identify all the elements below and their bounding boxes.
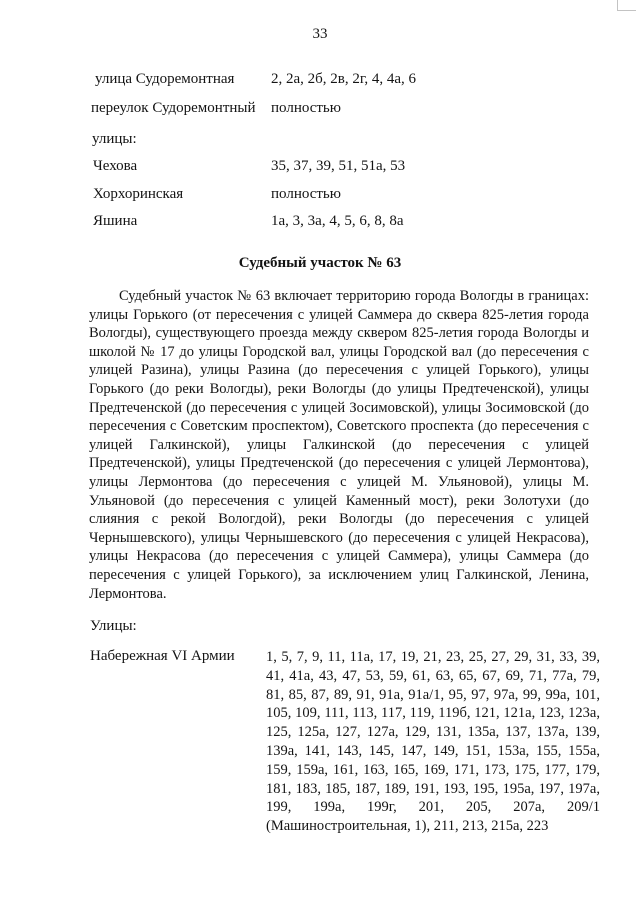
house-numbers: 1а, 3, 3а, 4, 5, 6, 8, 8а [271, 213, 404, 229]
section-description: Судебный участок № 63 включает территорию города Вологды в границах: улицы Горького (от пересечения с улицей Саммера до сквера 825-летия города Вологды), существующего проезда между сквером 825-летия города Вологды и школой № 17 до улицы Городской вал, улицы Городской вал (до пересечения с улицей Разина), улицы Разина (до пересечения с улицей Горького), улицы Горького (до реки Вологды), реки Вологды (до улицы Предтеченской), улицы Предтеченской (до пересечения с улицей Зосимовской), улицы Зосимовской (до пересечения с Советским проспектом), Советского проспекта (до пересечения с улицей Галкинской), улицы Галкинской (до пересечения с улицей Предтеченской), улицы Предтеченской (до пересечения с улицей Лермонтова), улицы Лермонтова (до пересечения с улицей М. Ульяновой), улицы М. Ульяновой (до пересечения с улицей Каменный мост), реки Золотухи (до слияния с рекой Вологдой), реки Вологды (до пересечения с улицей Чернышевского), улицы Чернышевского (до пересечения с улицей Некрасова), улицы Некрасова (до пересечения с улицей Саммера), улицы Саммера (до пересечения с улицей Горького), за исключением улиц Галкинской, Ленина, Лермонтова. [89, 288, 589, 602]
street-name: улица Судоремонтная [95, 71, 235, 87]
street-name: Набережная VI Армии [90, 648, 235, 664]
street-name: переулок Судоремонтный [91, 100, 256, 116]
streets-subheading: улицы: [92, 131, 137, 147]
streets-label: Улицы: [90, 618, 137, 634]
street-name: Чехова [93, 158, 138, 174]
house-numbers: полностью [271, 186, 341, 202]
house-numbers: 1, 5, 7, 9, 11, 11а, 17, 19, 21, 23, 25, 27, 29, 31, 33, 39, 41, 41а, 43, 47, 53, 59, 61, 63, 65, 67, 69, 71, 77а, 79, 81, 85, 87, 89, 91, 91а, 91а/1, 95, 97, 97а, 99, 99а, 101, 105, 109, 111, 113, 117, 119, 119б, 121, 121а, 123, 123а, 125, 125а, 127, 127а, 129, 131, 135а, 137, 137а, 139, 139а, 141, 143, 145, 147, 149, 151, 153а, 155, 155а, 159, 159а, 161, 163, 165, 169, 171, 173, 175, 177, 179, 181, 183, 185, 187, 189, 191, 193, 195, 195а, 197, 197а, 199, 199а, 199г, 201, 205, 207а, 209/1 (Машиностроительная, 1), 211, 213, 215а, 223 [266, 649, 600, 835]
scan-corner-mark [617, 0, 636, 11]
street-name: Яшина [93, 213, 138, 229]
house-numbers: 2, 2а, 2б, 2в, 2г, 4, 4а, 6 [271, 71, 416, 87]
section-heading: Судебный участок № 63 [238, 255, 402, 271]
street-name: Хорхоринская [93, 186, 184, 202]
house-numbers: 35, 37, 39, 51, 51а, 53 [271, 158, 406, 174]
page-number: 33 [312, 26, 328, 42]
house-numbers: полностью [271, 100, 341, 116]
